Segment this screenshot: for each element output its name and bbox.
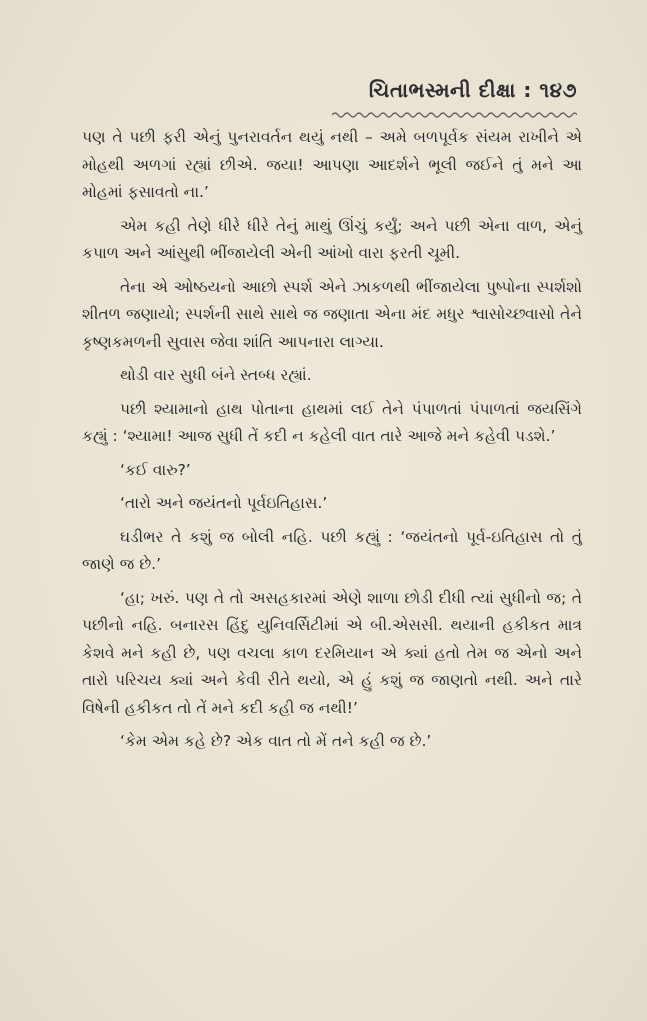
- paragraph: પણ તે પછી ફરી એનું પુનરાવર્તન થયું નથી – અમે બળપૂર્વક સંયમ રાખીને એ મોહથી અળગાં રહ્યાં છીએ. જયા! આપણા આદર્શને ભૂલી જઈને તું મને આ મોહમાં ફસાવતો ના.’: [82, 128, 582, 201]
- decorative-rule: [332, 110, 577, 120]
- body-text: [82, 124, 582, 762]
- paragraph: એમ કહી તેણે ધીરે ધીરે તેનું માથું ઊંચું કર્યું; અને પછી એના વાળ, એનું કપાળ અને આંસુથી ભીંજાયેલી એની આંખો વારા ફરતી ચૂમી.: [82, 216, 582, 262]
- paragraph: થોડી વાર સુધી બંને સ્તબ્ધ રહ્યાં.: [120, 366, 312, 384]
- paragraph: પછી શ્યામાનો હાથ પોતાના હાથમાં લઈ તેને પંપાળતાં પંપાળતાં જયસિંગે કહ્યું : ‘શ્યામા! આજ સુધી તેં કદી ન કહેલી વાત તારે આજે મને કહેવી પડશે.’: [82, 399, 582, 445]
- paragraph: ‘તારો અને જયંતનો પૂર્વઇતિહાસ.’: [120, 494, 328, 512]
- paragraph: ‘કેમ એમ કહે છે? એક વાત તો મેં તને કહી જ છે.’: [120, 732, 432, 750]
- paragraph: ‘કઈ વારુ?’: [120, 460, 191, 479]
- paragraph: ઘડીભર તે કશું જ બોલી નહિ. પછી કહ્યું : ‘જયંતનો પૂર્વ-ઇતિહાસ તો તું જાણે જ છે.’: [82, 527, 582, 573]
- paragraph: તેના એ ઓષ્ઠયનો આછો સ્પર્શ એને ઝાકળથી ભીંજાયેલા પુષ્પોના સ્પર્શશો શીતળ જણાયો; સ્પર્શની સાથે સાથે જ જણાતા એના મંદ મધુર શ્વાસોચ્છ્વાસો તેને કૃષ્ણકમળની સુવાસ જેવા શાંતિ આપનારા લાગ્યા.: [82, 277, 582, 351]
- running-head: ચિતાભસ્મની દીક્ષા : ૧૪૭: [368, 78, 577, 102]
- paragraph: ‘હા; ખરું. પણ તે તો અસહકારમાં એણે શાળા છોડી દીધી ત્યાં સુધીનો જ; તે પછીનો નહિ. બનારસ હિંદુ યુનિવર્સિટીમાં એ બી.એસસી. થયાની હકીકત માત્ર કેશવે મને કહી છે, પણ વચલા કાળ દરમિયાન એ ક્યાં હતો તેમ જ એનો અને તારો પરિચય ક્યાં અને કેવી રીતે થયો, એ હું કશું જ જાણતો નથી. અને તારે વિષેની હકીકત તો તેં મને કદી કહી જ નથી!’: [82, 588, 582, 717]
